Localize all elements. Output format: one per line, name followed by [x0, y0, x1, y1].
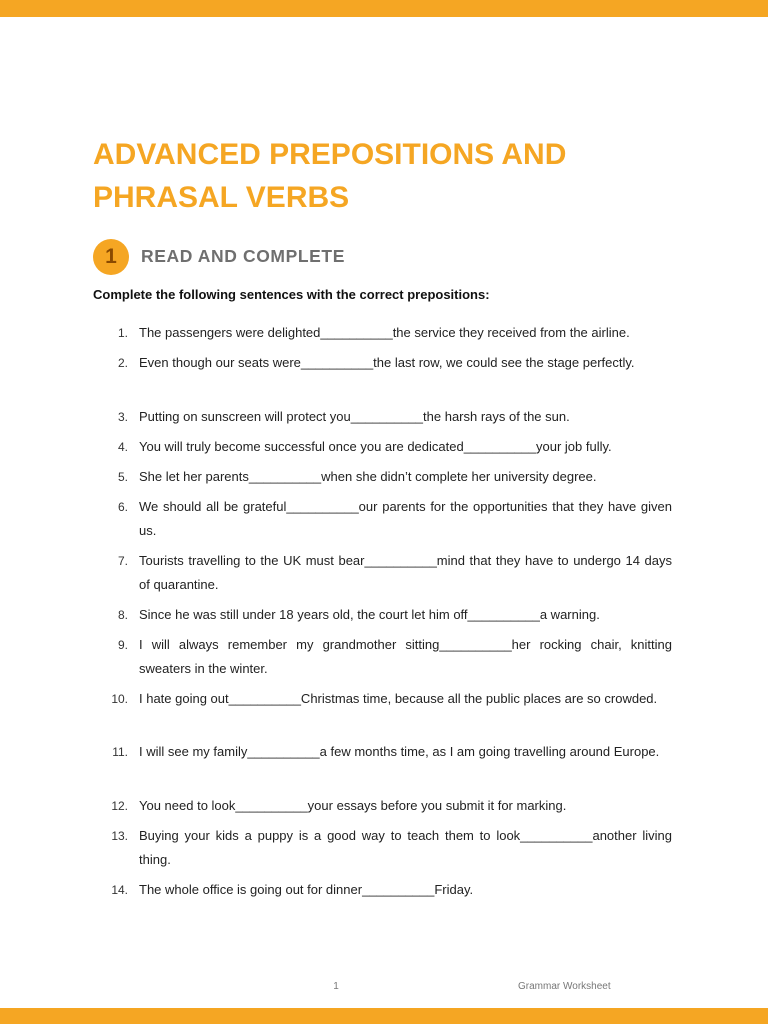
top-accent-bar: [0, 0, 768, 17]
item-text: Buying your kids a puppy is a good way to teach them to look__________another living thing.: [139, 828, 672, 867]
item-number: 14.: [111, 883, 128, 897]
page-number: 1: [333, 981, 339, 992]
item-text: The passengers were delighted__________the service they received from the airline.: [139, 325, 630, 340]
item-text: Putting on sunscreen will protect you__________the harsh rays of the sun.: [139, 409, 570, 424]
item-text: I will always remember my grandmother sitting__________her rocking chair, knitting sweaters in the winter.: [139, 637, 672, 676]
item-text: The whole office is going out for dinner__________Friday.: [139, 882, 474, 897]
item-number: 10.: [111, 692, 128, 706]
item-text: She let her parents__________when she didn’t complete her university degree.: [139, 469, 597, 484]
section-title: READ AND COMPLETE: [141, 246, 345, 266]
item-text: I will see my family__________a few months time, as I am going travelling around Europe.: [139, 744, 660, 759]
item-number: 8.: [117, 608, 128, 622]
instruction-text: Complete the following sentences with the correct prepositions:: [93, 287, 490, 302]
item-text: We should all be grateful__________our parents for the opportunities that they have given us.: [139, 499, 672, 538]
section-number-badge: 1: [93, 239, 129, 275]
item-number: 4.: [117, 440, 128, 454]
item-number: 2.: [117, 356, 128, 370]
item-text: You will truly become successful once you are dedicated__________your job fully.: [139, 439, 612, 454]
item-number: 1.: [117, 326, 128, 340]
footer-label: Grammar Worksheet: [518, 981, 611, 992]
page-title: ADVANCED PREPOSITIONS AND PHRASAL VERBS: [93, 138, 567, 214]
item-number: 3.: [117, 410, 128, 424]
item-number: 5.: [117, 470, 128, 484]
item-text: Tourists travelling to the UK must bear__________mind that they have to undergo 14 days of quarantine.: [139, 553, 672, 592]
item-text: Since he was still under 18 years old, the court let him off__________a warning.: [139, 607, 600, 622]
item-number: 9.: [117, 638, 128, 652]
section-header: [93, 238, 345, 275]
item-text: You need to look__________your essays before you submit it for marking.: [139, 798, 567, 813]
item-number: 11.: [112, 745, 128, 759]
item-text: Even though our seats were__________the last row, we could see the stage perfectly.: [139, 355, 635, 370]
bottom-accent-bar: [0, 1008, 768, 1024]
item-number: 13.: [111, 829, 128, 843]
item-number: 6.: [117, 500, 128, 514]
item-text: I hate going out__________Christmas time, because all the public places are so crowded.: [139, 691, 658, 706]
item-number: 12.: [111, 799, 128, 813]
item-number: 7.: [117, 554, 128, 568]
